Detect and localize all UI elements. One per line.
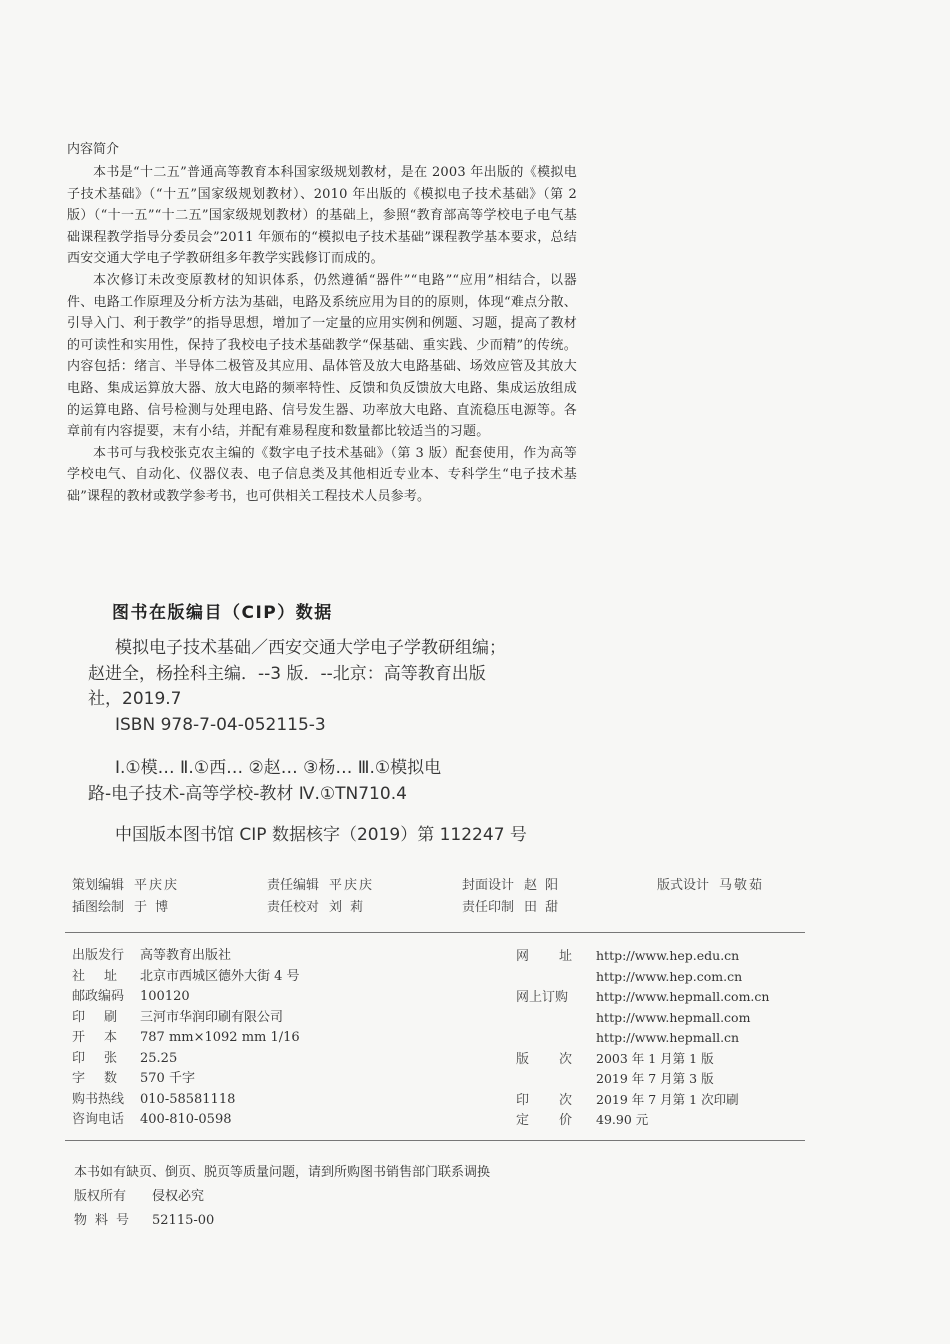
editor-name: 刘 莉 [329,900,366,915]
pub-row [516,1110,816,1131]
editor-item [462,874,560,893]
pub-row [516,1049,816,1070]
editor-item [267,896,365,915]
pub-label: 字数 [72,1071,137,1086]
pub-row [72,1090,502,1111]
cip-class-line: Ⅰ.①模… Ⅱ.①西… ②赵… ③杨… Ⅲ.①模拟电 [115,758,442,778]
summary-paragraph-2: 本次修订未改变原教材的知识体系，仍然遵循“器件”“电路”“应用”相结合，以器件、电路工作原理及分析方法为基础，电路及系统应用为目的的原则，体现“难点分散、引导入门、利于教学”的指导思想，增加了一定量的应用实例和例题、习题，提高了教材的可读性和实用性，保持了我校电子技术基础教学“保基础、重实践、少而精”的传统。内容包括：绪言、半导体二极管及其应用、晶体管及放大电路基础、场效应管及其放大电路、集成运算放大器、放大电路的频率特性、反馈和负反馈放大电路、集成运放组成的运算电路、信号检测与处理电路、信号发生器、功率放大电路、直流稳压电源等。各章前有内容提要，末有小结，并配有难易程度和数量都比较适当的习题。 [67,272,577,440]
editor-role: 责任印制 [462,900,515,915]
pub-value: 三河市华润印刷有限公司 [140,1009,284,1025]
copyright-value: 侵权必究 [152,1189,205,1204]
pub-label: 版次 [516,1051,603,1067]
pub-value: 787 mm×1092 mm 1/16 [140,1030,300,1045]
footer-notes [74,1161,490,1233]
website-url: http://www.hepmall.com [596,1009,751,1025]
item-number-value: 52115-00 [152,1213,215,1228]
quality-notice: 本书如有缺页、倒页、脱页等质量问题，请到所购图书销售部门联系调换 [74,1165,491,1180]
pub-label: 印张 [72,1050,137,1066]
cip-title: 图书在版编目（CIP）数据 [112,603,333,623]
cip-entry-line: 社，2019.7 [88,689,182,709]
pub-row [72,1110,502,1131]
content-summary [67,140,577,508]
editor-role: 封面设计 [462,878,515,893]
cip-entry-line: 赵进全，杨拴科主编．--3 版．--北京：高等教育出版 [88,663,486,684]
pub-row [72,1028,502,1049]
pub-row [72,946,502,967]
pub-row [516,946,816,967]
pub-label: 印刷 [72,1009,137,1025]
editor-role: 策划编辑 [72,878,125,893]
summary-paragraph-1: 本书是“十二五”普通高等教育本科国家级规划教材，是在 2003 年出版的《模拟电子技术基础》（“十五”国家级规划教材）、2010 年出版的《模拟电子技术基础》（第 2 版）（“十一五”“十二五”国家级规划教材）的基础上，参照“教育部高等学校电子电气基础课程教学指导分委员会”2011 年颁布的“模拟电子技术基础”课程教学基本要求，总结西安交通大学电子学教研组多年教学实践修订而成的。 [67,165,577,267]
pub-label: 网址 [516,949,603,964]
pub-value: 北京市西城区德外大街 4 号 [140,968,300,984]
editor-name: 田 甜 [524,900,561,915]
pub-label: 出版发行 [72,948,125,963]
pub-value: 2003 年 1 月第 1 版 [596,1050,714,1066]
pub-label: 定价 [516,1113,603,1128]
price: 49.90 元 [596,1112,649,1127]
pub-label: 印次 [516,1092,603,1108]
editorial-staff [72,874,812,918]
copyright-row [74,1185,490,1209]
editor-name: 于 博 [134,900,171,915]
pub-value: 570 千字 [140,1071,195,1086]
item-number-label: 物料号 [74,1213,138,1228]
publication-left [72,946,502,1131]
pub-label: 咨询电话 [72,1112,125,1127]
editor-item [267,874,374,893]
pub-value: 25.25 [140,1050,178,1066]
editor-name: 赵 阳 [524,878,561,893]
pub-row [72,987,502,1008]
editor-name: 平庆庆 [329,878,375,893]
divider [65,1140,805,1141]
pub-row [516,1028,816,1049]
item-number-row [74,1209,490,1233]
pub-label: 购书热线 [72,1091,125,1107]
pub-label: 网上订购 [516,990,569,1005]
website-url: http://www.hep.edu.cn [596,948,740,963]
editor-item [657,874,764,893]
pub-row [72,967,502,988]
pub-row [516,987,816,1008]
editor-role: 责任校对 [267,900,320,915]
editor-row [72,874,812,896]
pub-row [72,1049,502,1070]
editor-role: 插图绘制 [72,900,125,915]
pub-row [72,1008,502,1029]
pub-value: 400-810-0598 [140,1112,232,1127]
pub-value: 010-58581118 [140,1091,236,1107]
cip-entry-line: 模拟电子技术基础／西安交通大学电子学教研组编； [115,638,506,658]
pub-value: 2019 年 7 月第 3 版 [596,1071,714,1086]
pub-row [516,1069,816,1090]
summary-paragraph-3: 本书可与我校张克农主编的《数字电子技术基础》（第 3 版）配套使用，作为高等学校电气、自动化、仪器仪表、电子信息类及其他相近专业本、专科学生“电子技术基础”课程的教材或教学参考书，也可供相关工程技术人员参考。 [67,445,577,504]
pub-row [516,1008,816,1029]
pub-label: 开本 [72,1030,137,1045]
cip-number: 中国版本图书馆 CIP 数据核字（2019）第 112247 号 [115,825,527,845]
editor-item [72,896,170,915]
pub-value: 高等教育出版社 [140,948,232,963]
cip-class-line: 路-电子技术-高等学校-教材 Ⅳ.①TN710.4 [88,783,407,804]
pub-label: 社址 [72,968,137,984]
editor-row [72,896,812,918]
editor-item [462,896,560,915]
editor-role: 责任编辑 [267,878,320,893]
pub-row [516,1090,816,1111]
divider [65,932,805,933]
editor-name: 平庆庆 [134,878,180,893]
content-summary-heading: 内容简介 [67,142,120,157]
pub-label: 邮政编码 [72,989,125,1004]
pub-row [516,967,816,988]
editor-item [72,874,179,893]
cip-classification [88,756,608,807]
copyright-label: 版权所有 [74,1189,127,1204]
publication-right [516,946,816,1131]
pub-value: 2019 年 7 月第 1 次印刷 [596,1091,739,1107]
website-url: http://www.hep.com.cn [596,968,743,984]
editor-role: 版式设计 [657,878,710,893]
website-url: http://www.hepmall.cn [596,1030,740,1045]
pub-row [72,1069,502,1090]
cip-entry [88,636,588,713]
editor-name: 马敬茹 [719,878,765,893]
isbn: ISBN 978-7-04-052115-3 [115,715,326,735]
website-url: http://www.hepmall.com.cn [596,989,770,1004]
pub-value: 100120 [140,989,190,1004]
